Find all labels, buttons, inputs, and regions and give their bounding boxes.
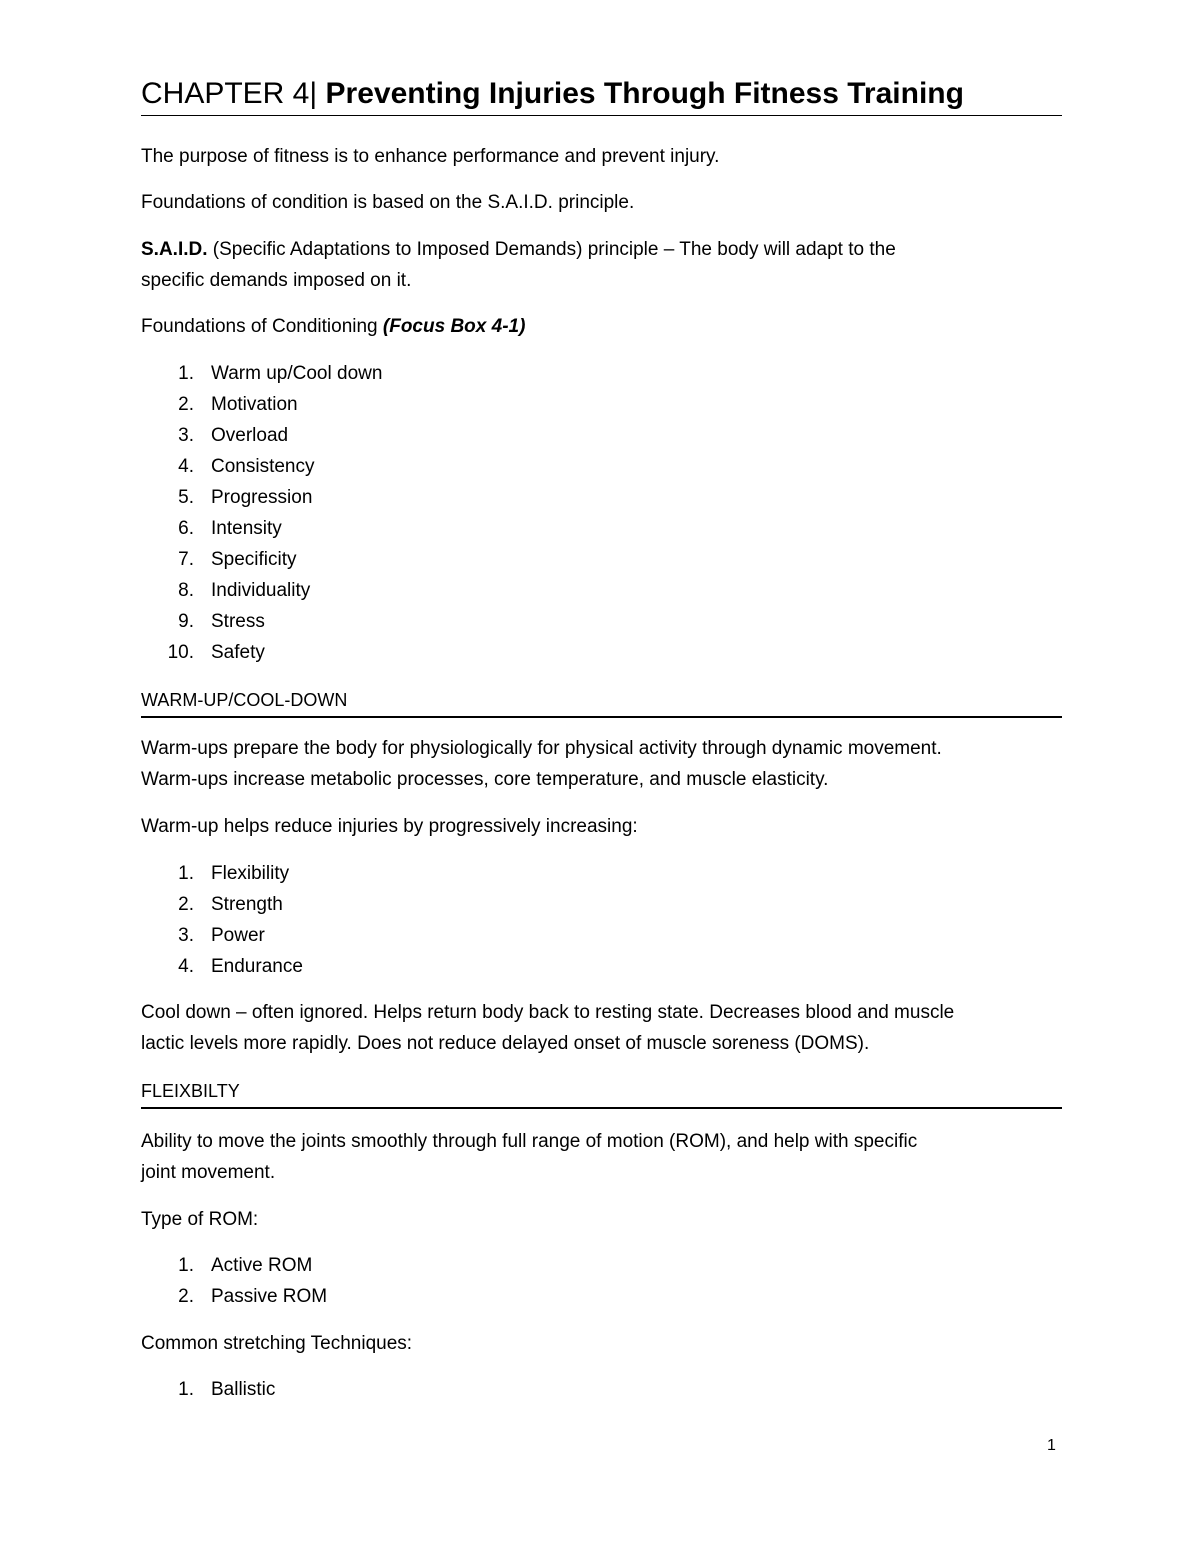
list-item: 1. Flexibility [178, 863, 290, 884]
said-term: S.A.I.D. [141, 239, 208, 260]
warmup-list [141, 858, 1062, 982]
list-item: 4. Endurance [178, 956, 303, 977]
title-prefix: CHAPTER 4| [141, 77, 318, 110]
said-definition: (Specific Adaptations to Imposed Demands) principle – The body will adapt to the [207, 239, 896, 260]
flexibility-paragraph-line1: Ability to move the joints smoothly through full range of motion (ROM), and help with specific [141, 1131, 918, 1152]
warmup-paragraph-line1: Warm-ups prepare the body for physiologically for physical activity through dynamic movement. [141, 738, 942, 759]
title-underline [141, 115, 1062, 116]
rom-label: Type of ROM: [141, 1209, 259, 1230]
cooldown-paragraph-line1: Cool down – often ignored. Helps return body back to resting state. Decreases blood and muscle [141, 1002, 955, 1023]
list-item: 3. Overload [178, 425, 289, 446]
cooldown-paragraph-line2: lactic levels more rapidly. Does not reduce delayed onset of muscle soreness (DOMS). [141, 1033, 870, 1054]
warmup-heading-rule [141, 716, 1062, 718]
list-item: 1. Warm up/Cool down [178, 363, 383, 384]
document-page [141, 0, 1062, 1553]
flexibility-heading-rule [141, 1107, 1062, 1109]
conditioning-list [141, 358, 1062, 668]
flexibility-heading: FLEIXBILTY [141, 1081, 240, 1101]
rom-list [141, 1250, 1062, 1312]
list-item: 7. Specificity [178, 549, 297, 570]
said-paragraph-line1 [141, 234, 1062, 265]
warmup-helps-paragraph: Warm-up helps reduce injuries by progressively increasing: [141, 816, 638, 837]
stretching-label: Common stretching Techniques: [141, 1333, 413, 1354]
list-item: 4. Consistency [178, 456, 315, 477]
list-item: 6. Intensity [178, 518, 282, 539]
focus-box-reference: (Focus Box 4-1) [382, 316, 526, 337]
title-main: Preventing Injuries Through Fitness Training [325, 77, 964, 110]
list-item: 9. Stress [178, 611, 265, 632]
list-item: 2. Motivation [178, 394, 298, 415]
purpose-paragraph: The purpose of fitness is to enhance performance and prevent injury. [141, 146, 720, 167]
flexibility-paragraph-line2: joint movement. [141, 1162, 276, 1183]
said-paragraph-line2: specific demands imposed on it. [141, 270, 412, 291]
conditioning-paragraph [141, 311, 1062, 342]
list-item: 1. Ballistic [178, 1379, 276, 1400]
warmup-heading: WARM-UP/COOL-DOWN [141, 690, 348, 710]
foundations-paragraph: Foundations of condition is based on the S.A.I.D. principle. [141, 192, 635, 213]
page-number: 1 [1047, 1437, 1056, 1454]
list-item: 10. Safety [167, 642, 265, 663]
list-item: 5. Progression [178, 487, 313, 508]
warmup-paragraph-line2: Warm-ups increase metabolic processes, core temperature, and muscle elasticity. [141, 769, 829, 790]
list-item: 8. Individuality [178, 580, 311, 601]
list-item: 1. Active ROM [178, 1255, 313, 1276]
stretching-list [141, 1374, 1062, 1405]
list-item: 2. Passive ROM [178, 1286, 328, 1307]
list-item: 2. Strength [178, 894, 283, 915]
page-title [141, 74, 1062, 114]
list-item: 3. Power [178, 925, 265, 946]
conditioning-label: Foundations of Conditioning [141, 316, 383, 337]
